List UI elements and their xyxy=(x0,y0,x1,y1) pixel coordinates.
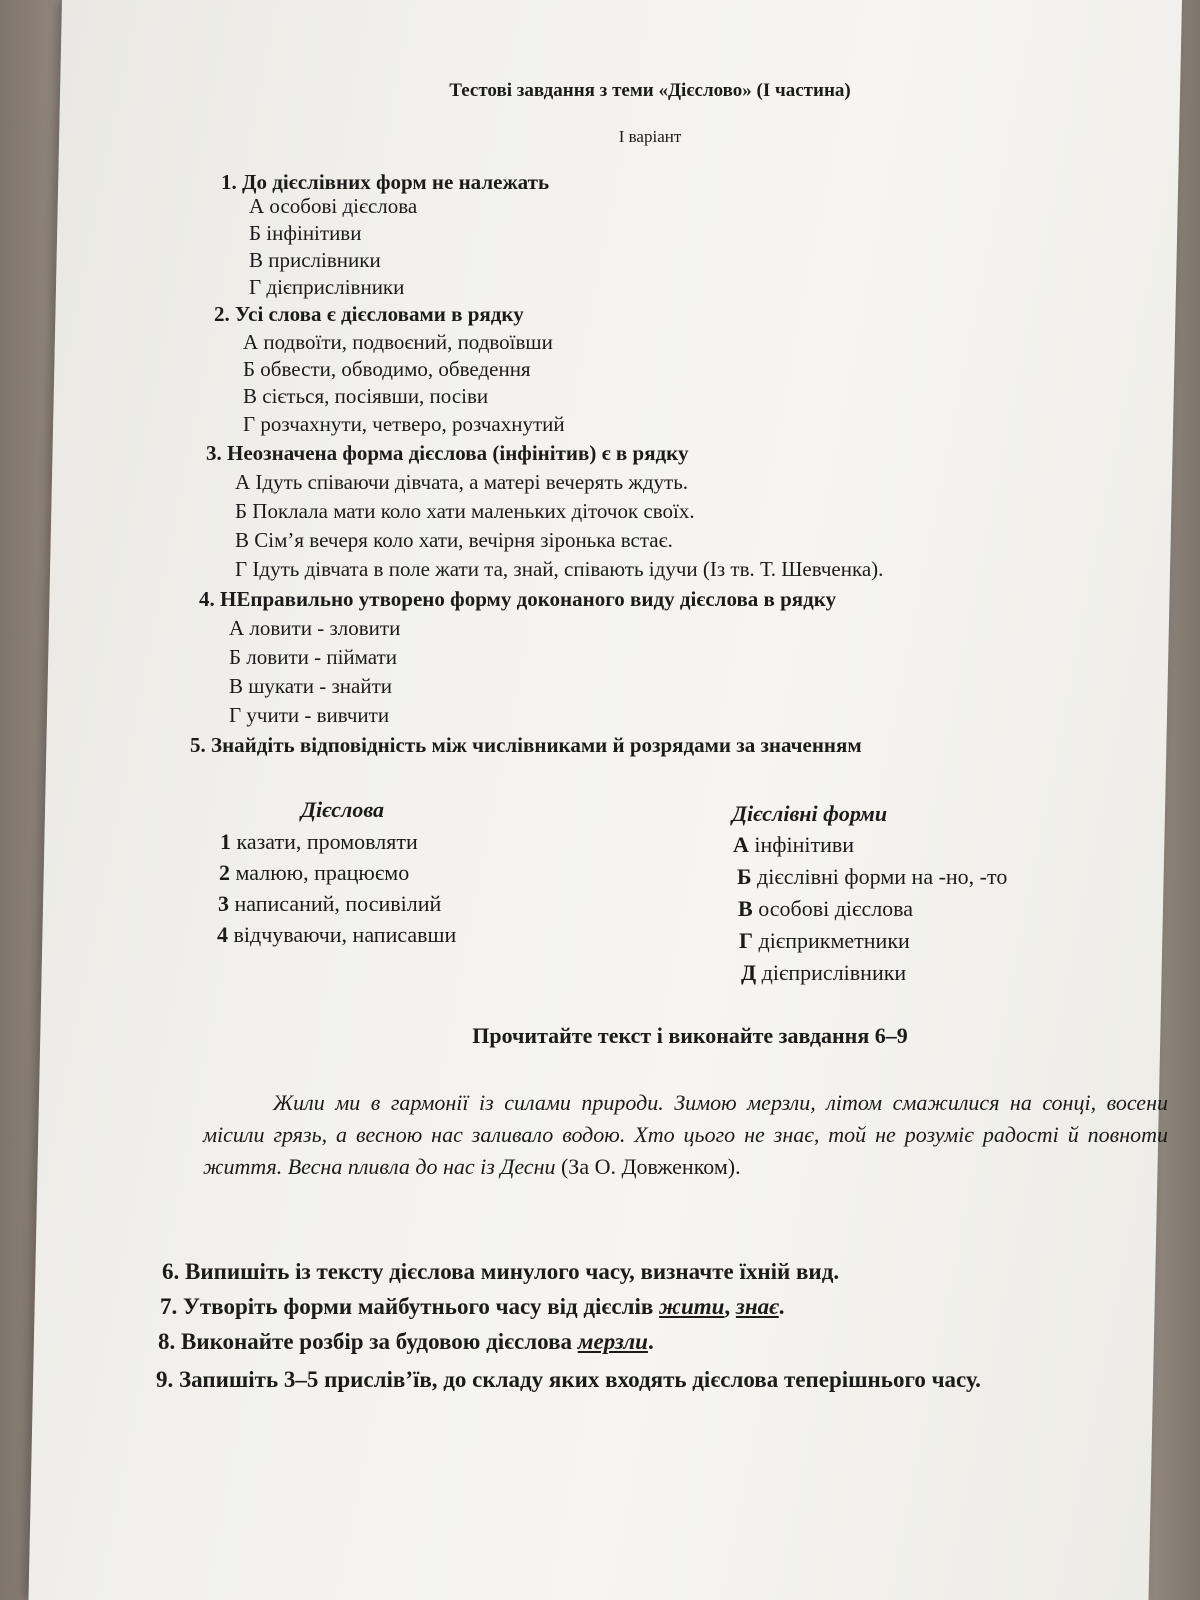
task-8: 8. Виконайте розбір за будовою дієслова мерзли. xyxy=(158,1329,654,1354)
matching-left-item: 1 казати, промовляти xyxy=(220,829,418,854)
question-4-option-a: А ловити - зловити xyxy=(229,616,401,640)
task-6: 6. Випишіть із тексту дієслова минулого часу, визначте їхній вид. xyxy=(162,1259,840,1284)
question-3-option-d: Г Ідуть дівчата в поле жати та, знай, співають ідучи (Із тв. Т. Шевченка). xyxy=(235,557,884,581)
question-1: 1. До дієслівних форм не належать xyxy=(221,170,550,194)
task-7: 7. Утворіть форми майбутнього часу від дієслів жити, знає. xyxy=(160,1294,785,1319)
matching-right-item: Г дієприкметники xyxy=(739,928,910,953)
question-3-option-b: Б Поклала мати коло хати маленьких діточок своїх. xyxy=(235,499,695,523)
question-2-option-c: В сіється, посіявши, посіви xyxy=(243,384,489,408)
question-4: 4. НЕправильно утворено форму доконаного виду дієслова в рядку xyxy=(199,587,837,611)
question-4-option-d: Г учити - вивчити xyxy=(229,703,390,727)
matching-right-item: А інфінітиви xyxy=(733,832,855,857)
question-2-option-b: Б обвести, обводимо, обведення xyxy=(243,357,531,381)
question-1-option-a: А особові дієслова xyxy=(249,194,418,218)
question-3-option-c: В Сім’я вечеря коло хати, вечірня зіронька встає. xyxy=(235,528,673,552)
page-title: Тестові завдання з теми «Дієслово» (І частина) xyxy=(449,80,851,101)
matching-right-item: В особові дієслова xyxy=(738,896,914,921)
question-3: 3. Неозначена форма дієслова (інфінітив) є в рядку xyxy=(206,441,689,465)
question-5: 5. Знайдіть відповідність між числівниками й розрядами за значенням xyxy=(190,733,862,757)
matching-right-item: Б дієслівні форми на -но, -то xyxy=(737,864,1008,889)
question-1-option-d: Г дієприслівники xyxy=(249,275,405,299)
matching-left-header: Дієслова xyxy=(301,797,385,822)
question-2-option-d: Г розчахнути, четверо, розчахнутий xyxy=(243,412,565,436)
matching-right-item: Д дієприслівники xyxy=(741,960,907,985)
matching-left-item: 4 відчуваючи, написавши xyxy=(217,922,457,947)
question-3-option-a: А Ідуть співаючи дівчата, а матері вечерять ждуть. xyxy=(235,470,689,494)
section-title: Прочитайте текст і виконайте завдання 6–9 xyxy=(472,1023,908,1048)
task-9: 9. Запишіть 3–5 прислів’їв, до складу яких входять дієслова теперішнього часу. xyxy=(156,1367,981,1392)
variant-label: І варіант xyxy=(618,127,682,146)
question-1-option-c: В прислівники xyxy=(249,248,381,272)
question-2-option-a: А подвоїти, подвоєний, подвоївши xyxy=(243,330,553,354)
matching-left-item: 2 малюю, працюємо xyxy=(219,860,410,885)
matching-left-item: 3 написаний, посивілий xyxy=(218,891,442,916)
question-4-option-b: Б ловити - піймати xyxy=(229,645,397,669)
passage-source: (За О. Довженком). xyxy=(560,1154,741,1179)
reading-passage xyxy=(203,1087,1168,1183)
question-1-option-b: Б інфінітиви xyxy=(249,221,362,245)
question-2: 2. Усі слова є дієсловами в рядку xyxy=(214,302,524,326)
passage-text: Жили ми в гармонії із силами природи. Зимою мерзли, літом смажилися на сонці, восени місили грязь, а весною нас заливало водою. Хто цього не знає, той не розуміє радості й повноти життя. Весна пливла до нас із Десни xyxy=(203,1090,1168,1179)
question-4-option-c: В шукати - знайти xyxy=(229,674,393,698)
matching-right-header: Дієслівні форми xyxy=(732,801,888,826)
